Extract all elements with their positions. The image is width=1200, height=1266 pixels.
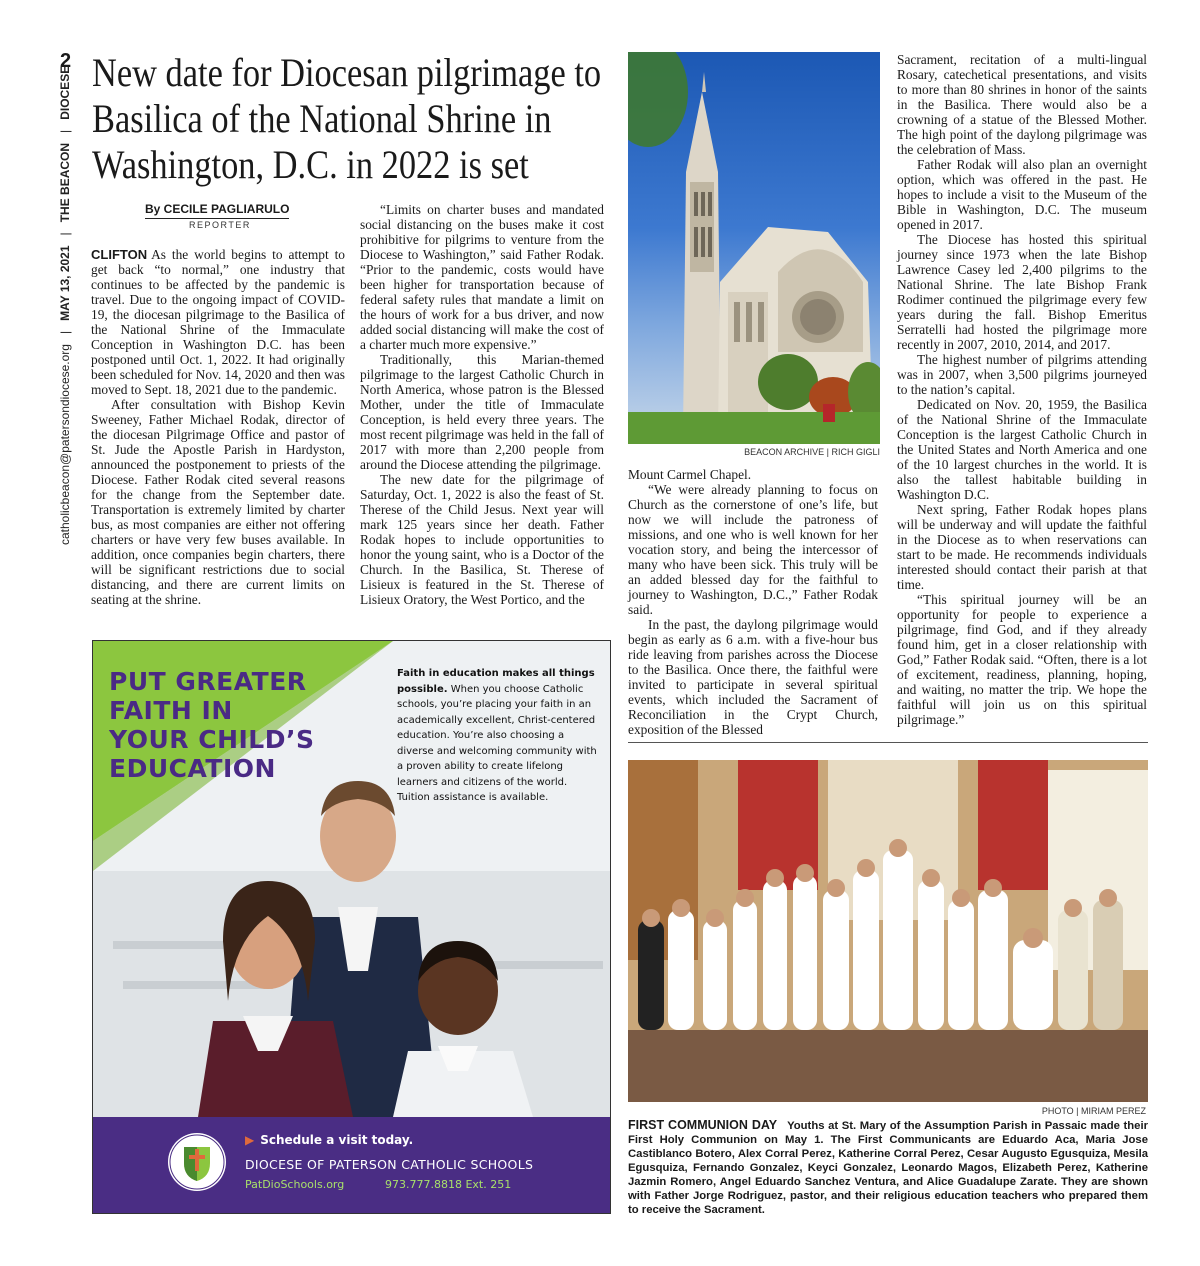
article-paragraph: CLIFTON As the world begins to attempt to get back “to normal,” one industry that continues to be affected by the pandemic is travel. Due to the ongoing impact of COVID-19, the diocesan pilgrimage to the Basilica of the National Shrine of the Immaculate Conception in Washington D.C. has been postponed until Oct. 1, 2022. It had originally been scheduled for Nov. 14, 2020 and then was moved to Sept. 18, 2021 due to the pandemic. bbox=[91, 247, 345, 397]
article-paragraph: After consultation with Bishop Kevin Sweeney, Father Michael Rodak, director of the diocesan Pilgrimage Office and pastor of St. Jude the Apostle Parish in Hardyston, announced the postponement to priests of the Diocese. Father Rodak cited several reasons for the change from the September date. Transportation is extremely limited by charter bus, as most companies are either not offering charters or have very few buses available. In addition, once companies begin charters, there will be significant restrictions due to social distancing, and there are current limits on seating at the shrine. bbox=[91, 397, 345, 607]
article-column-3 bbox=[628, 467, 878, 737]
dateline: CLIFTON bbox=[91, 247, 148, 262]
basilica-photo bbox=[628, 52, 880, 444]
byline: By CECILE PAGLIARULO bbox=[145, 202, 289, 219]
folio-separator: | bbox=[58, 232, 72, 236]
ad-copy-lead: Faith in education makes all things possible. bbox=[397, 668, 595, 695]
communion-illustration bbox=[628, 760, 1148, 1102]
article-paragraph: Sacrament, recitation of a multi-lingual Rosary, catechetical presentations, and visits to more than 80 shrines in honor of the saints in the Basilica. There would also be a crowning of a statue of the Blessed Mother. The high point of the daylong pilgrimage was the celebration of Mass. bbox=[897, 52, 1147, 157]
article-paragraph: The new date for the pilgrimage of Saturday, Oct. 1, 2022 is also the feast of St. Therese of the Child Jesus. Next year will mark 125 years since her death. Father Rodak hopes to include opportunities to honor the young saint, who is a Doctor of the Church. In the Basilica, St. Therese of Lisieux is featured in the St. Therese of Lisieux Oratory, the West Portico, and the bbox=[360, 472, 604, 607]
article-column-2 bbox=[360, 202, 604, 607]
article-paragraph: “We were already planning to focus on Church as the cornerstone of one’s life, but now we will include the patroness of missions, and one who is well known for her vocation story, and being the intercessor of many who have been sick. This truly will be an added blessed day for the faithful to journey to Washington, D.C.,” Father Rodak said. bbox=[628, 482, 878, 617]
ad-footer-band bbox=[93, 1117, 611, 1214]
folio-date: MAY 13, 2021 bbox=[58, 245, 72, 321]
article-column-1 bbox=[91, 247, 345, 607]
article-paragraph: Next spring, Father Rodak hopes plans will be underway and will update the faithful in the Diocese as to when reservations can start to be made. He recommends individuals interested should contact their parish at that time. bbox=[897, 502, 1147, 592]
first-communion-photo bbox=[628, 760, 1148, 1102]
article-column-4 bbox=[897, 52, 1147, 727]
play-triangle-icon: ▶ bbox=[245, 1133, 255, 1147]
ad-copy bbox=[397, 666, 597, 806]
article-paragraph: “Limits on charter buses and mandated social distancing on the buses make it cost prohibitive for pilgrims to venture from the Diocese to Washington,” said Father Rodak. “Prior to the pandemic, costs would have been higher for transportation because of federal safety rules that mandate a limit on the hours of work for a bus driver, and now added social distancing will make the cost of a charter much more expensive.” bbox=[360, 202, 604, 352]
byline-role: REPORTER bbox=[189, 220, 251, 230]
ad-phone[interactable]: 973.777.8818 Ext. 251 bbox=[385, 1178, 512, 1191]
folio-strip bbox=[58, 65, 82, 545]
basilica-illustration bbox=[628, 52, 880, 444]
ad-headline: PUT GREATER FAITH IN YOUR CHILD’S EDUCATION bbox=[109, 667, 315, 783]
article-paragraph: Dedicated on Nov. 20, 1959, the Basilica of the National Shrine of the Immaculate Conception is the largest Catholic Church in the United States and North America and one of the 10 largest churches in the world. It is also the tallest habitable building in Washington D.C. bbox=[897, 397, 1147, 502]
article-paragraph: Mount Carmel Chapel. bbox=[628, 467, 752, 482]
article-paragraph: The Diocese has hosted this spiritual journey since 1973 when the late Bishop Lawrence Casey led 2,400 pilgrims to the National Shrine. The late Bishop Frank Rodimer continued the pilgrimage every few years during the fall. Bishop Emeritus Serratelli had hosted the pilgrimage more recently in 2007, 2010, 2014, and 2017. bbox=[897, 232, 1147, 352]
article-paragraph: In the past, the daylong pilgrimage would begin as early as 6 a.m. with a five-hour bus ride leaving from parishes across the Diocese to the Basilica. Once there, the faithful were invited to participate in several spiritual events, which included the Sacrament of Reconciliation in the Crypt Church, exposition of the Blessed bbox=[628, 617, 878, 737]
photo-credit: BEACON ARCHIVE | RICH GIGLI bbox=[744, 447, 880, 457]
diocese-seal-icon bbox=[168, 1133, 226, 1191]
section-divider bbox=[628, 742, 1148, 743]
article-paragraph: “This spiritual journey will be an opportunity for people to experience a pilgrimage, find God, and if they already found him, get in a closer relationship with God,” Father Rodak said. “Often, there is a lot of excitement, readiness, planning, hoping, and waiting, no matter the trip. We hope the faithful will join us on this spiritual pilgrimage.” bbox=[897, 592, 1147, 727]
article-paragraph: Father Rodak will also plan an overnight option, which was offered in the past. He hopes to include a visit to the Museum of the Bible in Washington, D.C. The museum opened in 2017. bbox=[897, 157, 1147, 232]
page-number: 2 bbox=[60, 50, 72, 72]
caption-title: FIRST COMMUNION DAY bbox=[628, 1118, 778, 1132]
folio-section: DIOCESE bbox=[58, 65, 72, 120]
folio-separator: | bbox=[58, 129, 72, 133]
ad-copy-body: When you choose Catholic schools, you’re placing your faith in an academically excellent, Christ-centered education. You’re also choosing a diverse and welcoming community with a proven ability to create lifelong learners and citizens of the world. Tuition assistance is available. bbox=[397, 683, 597, 803]
ad-organization: DIOCESE OF PATERSON CATHOLIC SCHOOLS bbox=[245, 1157, 534, 1172]
folio-separator: | bbox=[58, 330, 72, 334]
ad-website-link[interactable]: PatDioSchools.org bbox=[245, 1178, 345, 1191]
photo-credit: PHOTO | MIRIAM PEREZ bbox=[1041, 1106, 1146, 1116]
folio-publication: THE BEACON bbox=[58, 142, 72, 223]
article-paragraph: The highest number of pilgrims attending was in 2007, when 3,500 pilgrims journeyed to the nation’s capital. bbox=[897, 352, 1147, 397]
article-headline: New date for Diocesan pilgrimage to Basilica of the National Shrine in Washington, D.C. in 2022 is set bbox=[92, 50, 602, 187]
photo-caption bbox=[628, 1118, 1148, 1217]
article-paragraph: Traditionally, this Marian-themed pilgrimage to the largest Catholic Church in North America, whose patron is the Blessed Mother, under the title of Immaculate Conception, is held every three years. The most recent pilgrimage was held in the fall of 2017 with more than 2,200 people from around the Diocese attending the pilgrimage. bbox=[360, 352, 604, 472]
folio-email: catholicbeacon@patersondiocese.org bbox=[58, 344, 72, 545]
caption-text: Youths at St. Mary of the Assumption Parish in Passaic made their First Holy Communion on May 1. The First Communicants are Eduardo Aca, Maria Jose Castiblanco Botero, Alex Corral Perez, Katherine Corral Perez, Cesar Augusto Egusquiza, Mesila Egusquiza, Fernando Gonzalez, Keyci Gonzalez, Leonardo Magos, Elizabeth Perez, Katherine Jazmin Romero, Angel Eduardo Sanchez Ventura, and Alice Guadalupe Zarate. They are shown with Father Jorge Rodriguez, pastor, and their religious education teachers who prepared them to receive the Sacrament. bbox=[628, 1120, 1148, 1216]
catholic-schools-ad bbox=[92, 640, 611, 1214]
schedule-visit-cta[interactable]: ▶ Schedule a visit today. bbox=[245, 1133, 414, 1147]
